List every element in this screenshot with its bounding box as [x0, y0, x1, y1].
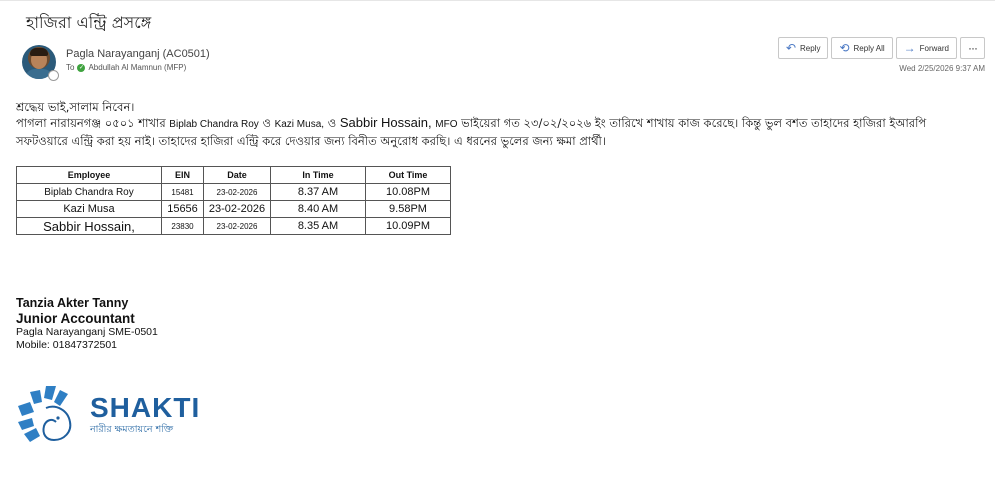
reply-label: Reply: [800, 43, 821, 53]
recipient-name[interactable]: Abdullah Al Mamnun (MFP): [88, 63, 187, 72]
out-time-cell: 10.09PM: [366, 218, 451, 235]
signature-branch: Pagla Narayanganj SME-0501: [16, 326, 158, 338]
in-time-cell: 8.35 AM: [271, 218, 366, 235]
message-actions: [778, 37, 985, 59]
reply-all-label: Reply All: [853, 43, 885, 53]
date-cell: 23-02-2026: [204, 218, 271, 235]
employee-cell: Kazi Musa: [17, 201, 162, 218]
attendance-table: [16, 166, 451, 235]
employee-cell: Biplab Chandra Roy: [17, 184, 162, 201]
column-header: Employee: [17, 167, 162, 184]
reply-button[interactable]: [778, 37, 829, 59]
body-line-1: [16, 115, 991, 133]
column-header: Out Time: [366, 167, 451, 184]
more-dots-icon: ···: [968, 41, 977, 55]
out-time-cell: 9.58PM: [366, 201, 451, 218]
in-time-cell: 8.37 AM: [271, 184, 366, 201]
reply-all-button[interactable]: [831, 37, 892, 59]
logo-brand-text: SHAKTI: [90, 392, 201, 423]
shakti-logo: [16, 384, 216, 444]
greeting: শ্রদ্ধেয় ভাই,সালাম নিবেন।: [16, 100, 135, 114]
recipient-line: [66, 63, 186, 72]
employee-cell: Sabbir Hossain,: [17, 218, 162, 235]
avatar-hair: [30, 48, 48, 56]
email-subject: হাজিরা এন্ট্রি প্রসঙ্গে: [26, 13, 152, 32]
presence-status-icon: [48, 70, 59, 81]
table-header-row: [17, 167, 451, 184]
reply-all-arrow-icon: ⟲: [839, 41, 850, 55]
date-cell: 23-02-2026: [204, 184, 271, 201]
employee-name-2: Kazi Musa,: [274, 119, 325, 130]
shakti-emblem-icon: [16, 384, 80, 444]
body-text-segment: ভাইয়েরা গত ২৩/০২/২০২৬ ইং তারিখে শাখায় কাজ করেছে। কিন্তু ভুল বশত তাহাদের হাজিরা ইআরপি: [457, 116, 927, 130]
logo-tagline: নারীর ক্ষমতায়নে শক্তি: [90, 424, 174, 435]
sender-name[interactable]: Pagla Narayanganj (AC0501): [66, 48, 210, 60]
forward-arrow-icon: →: [903, 41, 916, 55]
table-row: [17, 184, 451, 201]
signature-name: Tanzia Akter Tanny: [16, 296, 129, 310]
message-body: [16, 99, 991, 149]
in-time-cell: 8.40 AM: [271, 201, 366, 218]
ein-cell: 15656: [162, 201, 204, 218]
to-label: To: [66, 63, 75, 72]
body-text-segment: ও: [324, 116, 340, 130]
signature-role: Junior Accountant: [16, 311, 135, 326]
out-time-cell: 10.08PM: [366, 184, 451, 201]
ein-cell: 15481: [162, 184, 204, 201]
table-row: [17, 201, 451, 218]
email-signature: [16, 296, 158, 352]
designation: MFO: [435, 119, 458, 130]
reply-arrow-icon: ↶: [785, 41, 797, 55]
ein-cell: 23830: [162, 218, 204, 235]
column-header: EIN: [162, 167, 204, 184]
body-text-segment: পাগলা নারায়নগঞ্জ ০৫০১ শাখার: [16, 116, 170, 130]
body-text-segment: ও: [258, 116, 275, 130]
signature-mobile: Mobile: 01847372501: [16, 339, 118, 351]
date-cell: 23-02-2026: [204, 201, 271, 218]
employee-name-1: Biplab Chandra Roy: [169, 119, 259, 130]
forward-label: Forward: [919, 43, 949, 53]
body-line-2: সফটওয়ারে এন্ট্রি করা হয় নাই। তাহাদের হাজিরা এন্ট্রি করে দেওয়ার জন্য বিনীত অনুরোধ করছি। এ ধরনের ভুলের জন্য ক্ষমা প্রার্থী।: [16, 134, 606, 148]
forward-button[interactable]: [896, 37, 957, 59]
top-divider: [0, 0, 995, 1]
more-actions-button[interactable]: [960, 37, 985, 59]
column-header: Date: [204, 167, 271, 184]
employee-name-3: Sabbir Hossain,: [339, 115, 432, 130]
message-timestamp: Wed 2/25/2026 9:37 AM: [899, 64, 985, 73]
table-row: [17, 218, 451, 235]
column-header: In Time: [271, 167, 366, 184]
verified-check-icon: ✓: [78, 64, 84, 71]
